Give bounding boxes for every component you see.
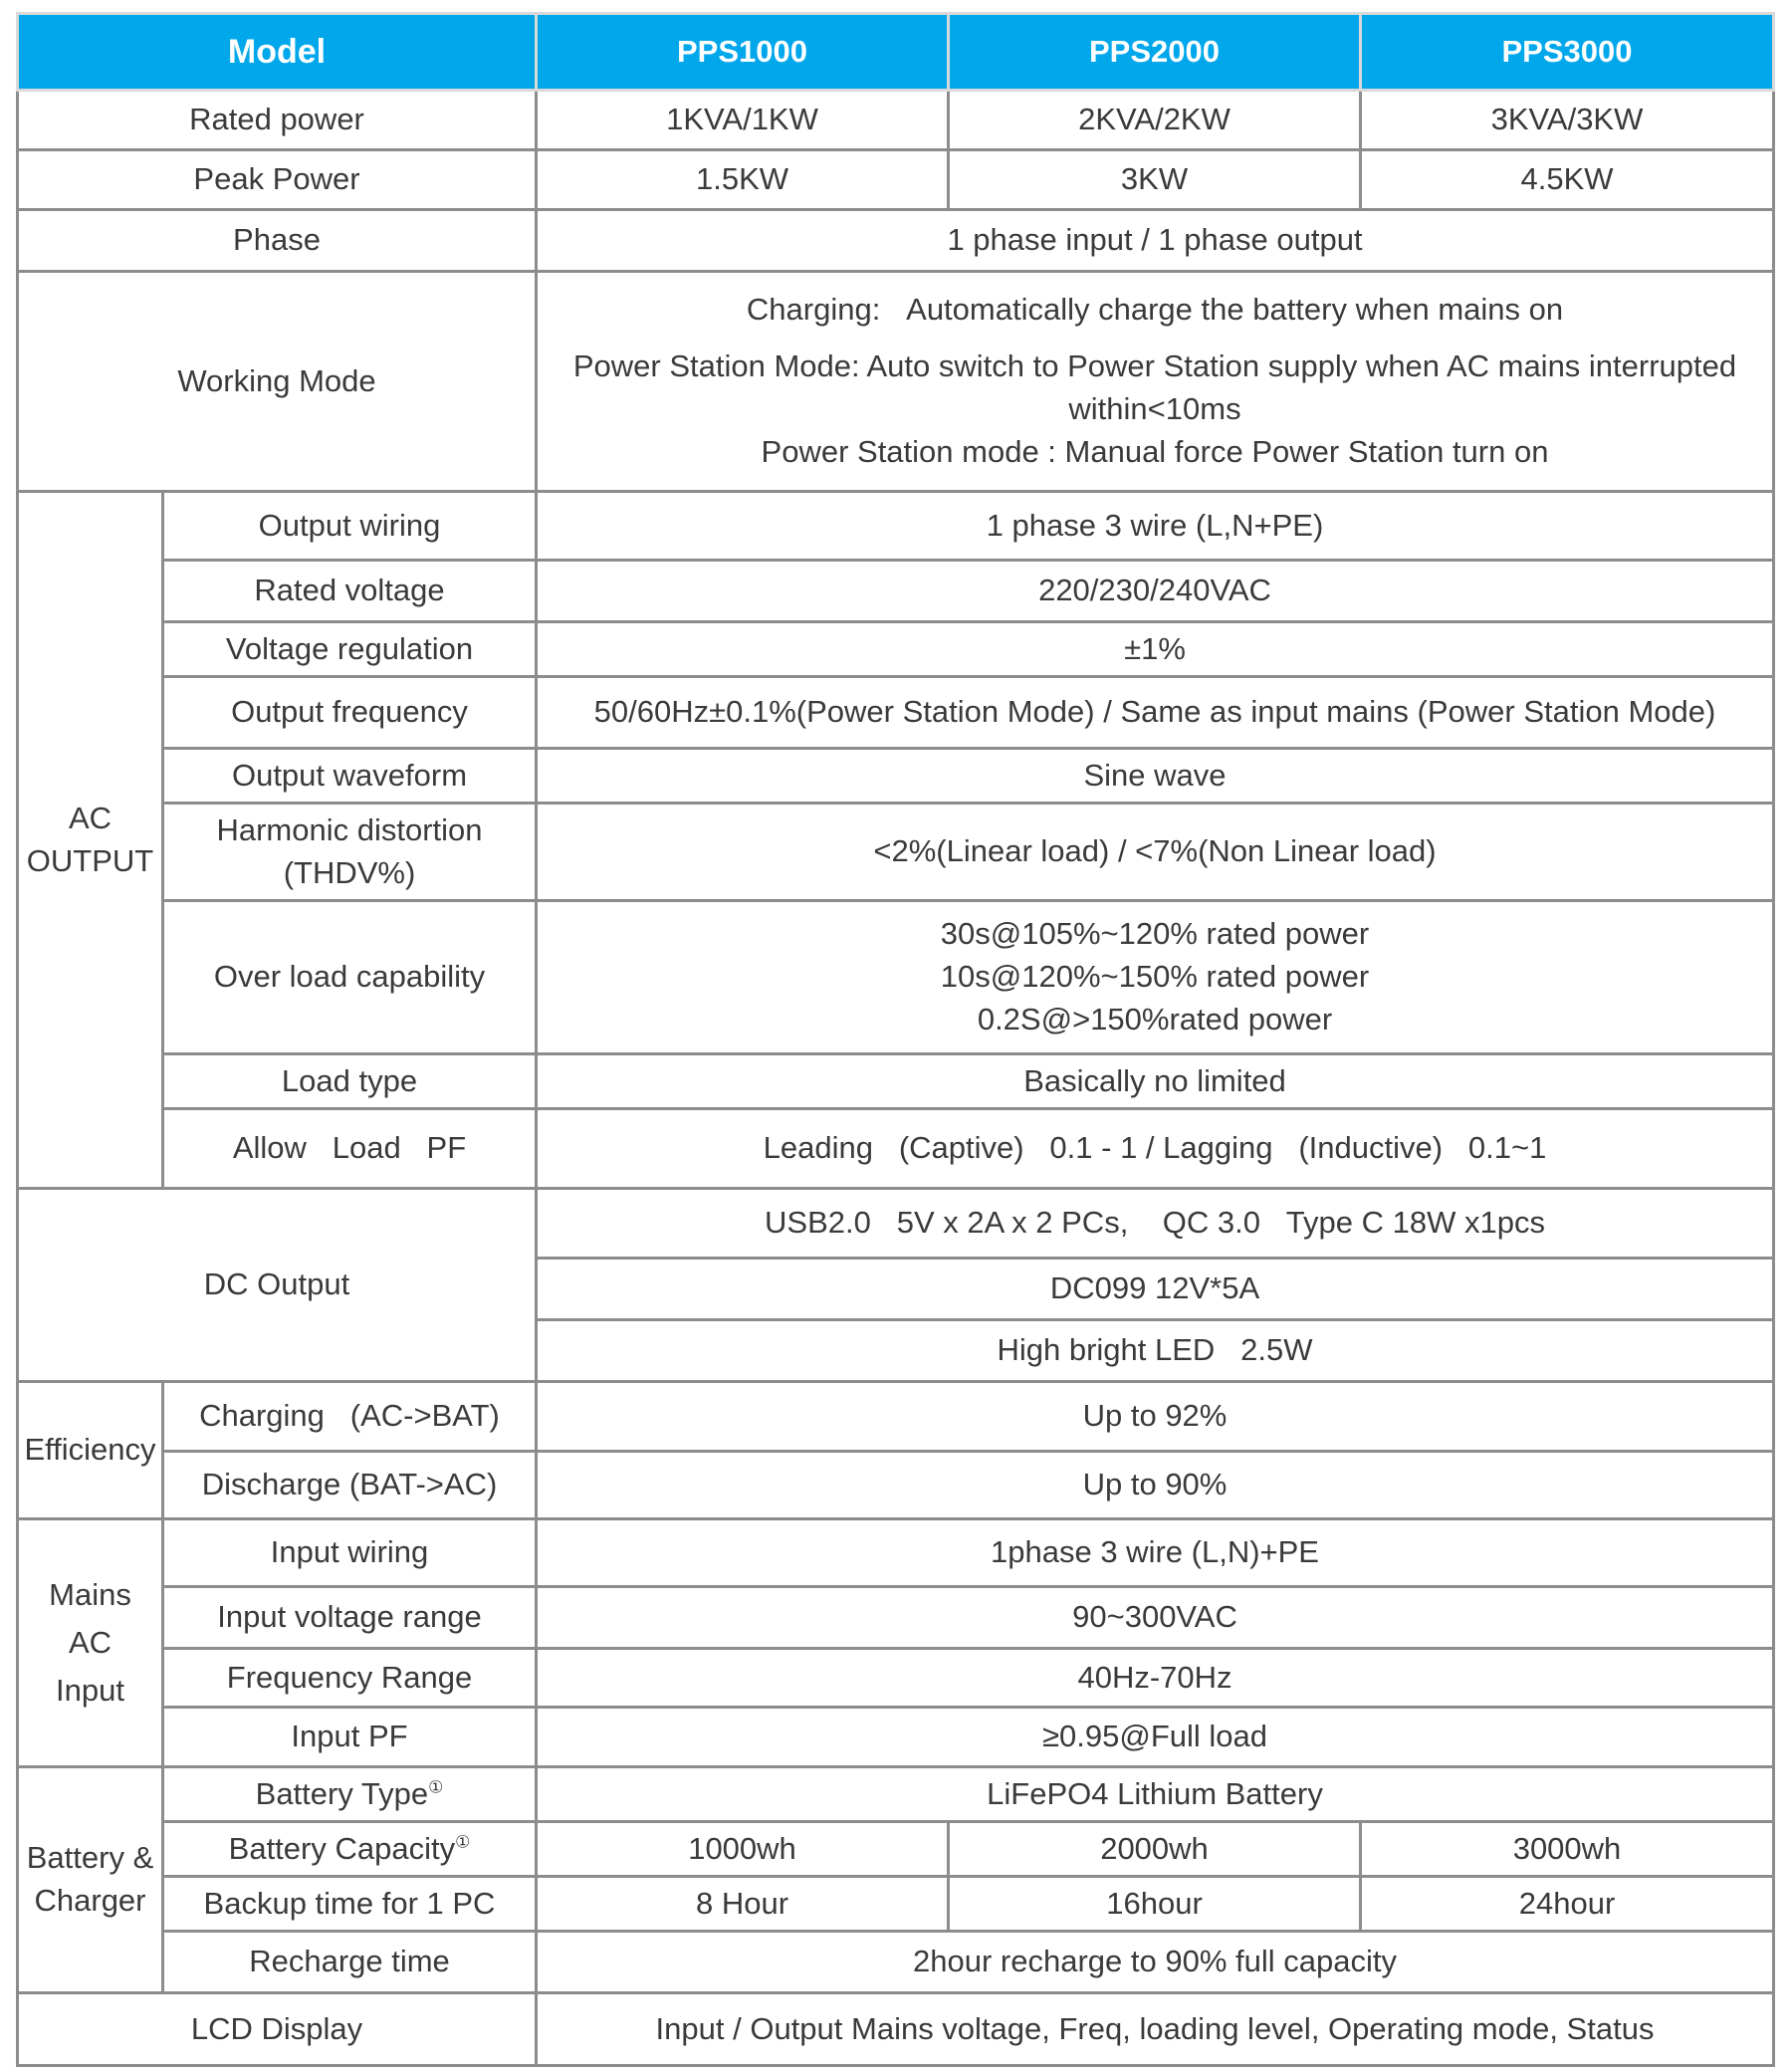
group-efficiency: Efficiency — [18, 1382, 163, 1519]
label-battery-capacity — [163, 1822, 537, 1877]
row-recharge-time — [18, 1932, 1774, 1993]
row-charging — [18, 1382, 1774, 1452]
value-allow-load-pf: Leading (Captive) 0.1 - 1 / Lagging (Inductive) 0.1~1 — [537, 1109, 1774, 1189]
value-rated-power-1: 1KVA/1KW — [537, 91, 949, 150]
row-output-waveform — [18, 749, 1774, 804]
battery-capacity-footnote: ① — [455, 1832, 471, 1852]
label-voltage-regulation: Voltage regulation — [163, 622, 537, 677]
label-rated-voltage: Rated voltage — [163, 561, 537, 622]
value-load-type: Basically no limited — [537, 1054, 1774, 1109]
value-discharge: Up to 90% — [537, 1452, 1774, 1519]
value-rated-power-3: 3KVA/3KW — [1361, 91, 1774, 150]
value-battery-capacity-1: 1000wh — [537, 1822, 949, 1877]
row-input-wiring — [18, 1519, 1774, 1587]
group-battery-charger: Battery & Charger — [18, 1767, 163, 1993]
value-input-wiring: 1phase 3 wire (L,N)+PE — [537, 1519, 1774, 1587]
row-dc-output-1 — [18, 1189, 1774, 1259]
value-output-frequency: 50/60Hz±0.1%(Power Station Mode) / Same as input mains (Power Station Mode) — [537, 677, 1774, 749]
value-working-mode — [537, 272, 1774, 492]
value-backup-time-3: 24hour — [1361, 1877, 1774, 1932]
value-harmonic-distortion: <2%(Linear load) / <7%(Non Linear load) — [537, 804, 1774, 901]
label-rated-power: Rated power — [18, 91, 537, 150]
row-allow-load-pf — [18, 1109, 1774, 1189]
label-battery-type — [163, 1767, 537, 1822]
row-output-wiring — [18, 492, 1774, 561]
group-ac-output: AC OUTPUT — [18, 492, 163, 1189]
over-load-line-2: 10s@120%~150% rated power — [940, 959, 1370, 995]
row-voltage-regulation — [18, 622, 1774, 677]
value-rated-voltage: 220/230/240VAC — [537, 561, 1774, 622]
row-load-type — [18, 1054, 1774, 1109]
label-dc-output: DC Output — [18, 1189, 537, 1382]
row-phase — [18, 210, 1774, 272]
row-harmonic-distortion — [18, 804, 1774, 901]
label-load-type: Load type — [163, 1054, 537, 1109]
label-input-voltage-range: Input voltage range — [163, 1587, 537, 1649]
value-output-wiring: 1 phase 3 wire (L,N+PE) — [537, 492, 1774, 561]
header-model-2: PPS2000 — [949, 14, 1361, 91]
row-frequency-range — [18, 1649, 1774, 1708]
row-working-mode — [18, 272, 1774, 492]
row-backup-time — [18, 1877, 1774, 1932]
label-charging: Charging (AC->BAT) — [163, 1382, 537, 1452]
value-peak-power-2: 3KW — [949, 150, 1361, 210]
value-output-waveform: Sine wave — [537, 749, 1774, 804]
label-recharge-time: Recharge time — [163, 1932, 537, 1993]
label-discharge: Discharge (BAT->AC) — [163, 1452, 537, 1519]
working-mode-line-3: Power Station mode : Manual force Power Station turn on — [761, 433, 1549, 469]
row-rated-voltage — [18, 561, 1774, 622]
value-peak-power-1: 1.5KW — [537, 150, 949, 210]
label-input-wiring: Input wiring — [163, 1519, 537, 1587]
row-input-pf — [18, 1708, 1774, 1767]
label-input-pf: Input PF — [163, 1708, 537, 1767]
row-rated-power — [18, 91, 1774, 150]
value-dc-output-2: DC099 12V*5A — [537, 1259, 1774, 1320]
value-voltage-regulation: ±1% — [537, 622, 1774, 677]
value-recharge-time: 2hour recharge to 90% full capacity — [537, 1932, 1774, 1993]
value-lcd-display: Input / Output Mains voltage, Freq, loading level, Operating mode, Status — [537, 1993, 1774, 2066]
label-frequency-range: Frequency Range — [163, 1649, 537, 1708]
value-backup-time-2: 16hour — [949, 1877, 1361, 1932]
row-peak-power — [18, 150, 1774, 210]
over-load-line-3: 0.2S@>150%rated power — [977, 1001, 1333, 1036]
header-model-3: PPS3000 — [1361, 14, 1774, 91]
value-backup-time-1: 8 Hour — [537, 1877, 949, 1932]
header-model-1: PPS1000 — [537, 14, 949, 91]
value-input-voltage-range: 90~300VAC — [537, 1587, 1774, 1649]
row-output-frequency — [18, 677, 1774, 749]
label-over-load: Over load capability — [163, 901, 537, 1054]
value-rated-power-2: 2KVA/2KW — [949, 91, 1361, 150]
value-input-pf: ≥0.95@Full load — [537, 1708, 1774, 1767]
label-output-waveform: Output waveform — [163, 749, 537, 804]
row-discharge — [18, 1452, 1774, 1519]
working-mode-line-1: Charging: Automatically charge the battery when mains on — [746, 292, 1564, 328]
group-mains-ac-input: Mains AC Input — [18, 1519, 163, 1767]
label-output-frequency: Output frequency — [163, 677, 537, 749]
battery-capacity-label-text: Battery Capacity — [228, 1830, 456, 1866]
label-harmonic-distortion: Harmonic distortion (THDV%) — [163, 804, 537, 901]
row-over-load — [18, 901, 1774, 1054]
value-dc-output-1: USB2.0 5V x 2A x 2 PCs, QC 3.0 Type C 18W x1pcs — [537, 1189, 1774, 1259]
row-input-voltage-range — [18, 1587, 1774, 1649]
value-battery-capacity-2: 2000wh — [949, 1822, 1361, 1877]
working-mode-line-2: Power Station Mode: Auto switch to Power Station supply when AC mains interrupted within<10ms — [572, 348, 1737, 426]
row-lcd-display — [18, 1993, 1774, 2066]
row-battery-type — [18, 1767, 1774, 1822]
label-allow-load-pf: Allow Load PF — [163, 1109, 537, 1189]
label-backup-time: Backup time for 1 PC — [163, 1877, 537, 1932]
value-dc-output-3: High bright LED 2.5W — [537, 1320, 1774, 1382]
over-load-line-1: 30s@105%~120% rated power — [940, 916, 1370, 952]
value-charging: Up to 92% — [537, 1382, 1774, 1452]
label-working-mode: Working Mode — [18, 272, 537, 492]
label-peak-power: Peak Power — [18, 150, 537, 210]
row-battery-capacity — [18, 1822, 1774, 1877]
value-frequency-range: 40Hz-70Hz — [537, 1649, 1774, 1708]
battery-type-label-text: Battery Type — [255, 1775, 429, 1811]
label-phase: Phase — [18, 210, 537, 272]
value-peak-power-3: 4.5KW — [1361, 150, 1774, 210]
value-over-load — [537, 901, 1774, 1054]
header-row — [18, 14, 1774, 91]
spec-table — [16, 12, 1775, 2067]
value-phase: 1 phase input / 1 phase output — [537, 210, 1774, 272]
label-lcd-display: LCD Display — [18, 1993, 537, 2066]
value-battery-capacity-3: 3000wh — [1361, 1822, 1774, 1877]
label-output-wiring: Output wiring — [163, 492, 537, 561]
value-battery-type: LiFePO4 Lithium Battery — [537, 1767, 1774, 1822]
header-model: Model — [18, 14, 537, 91]
battery-type-footnote: ① — [428, 1777, 444, 1797]
